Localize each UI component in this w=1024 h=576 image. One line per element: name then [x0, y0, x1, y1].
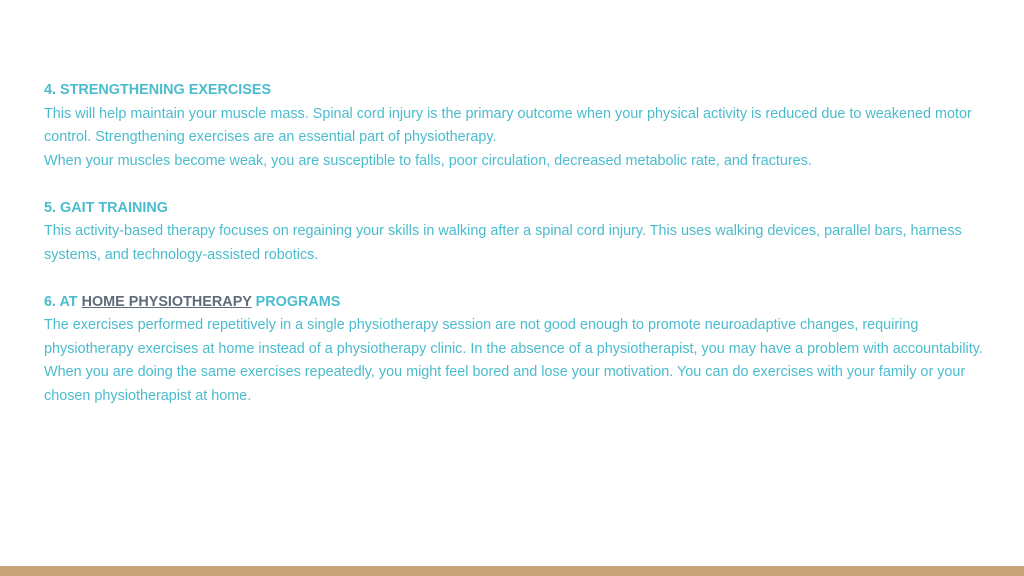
heading-prefix: 6. AT — [44, 293, 82, 310]
section-strengthening-exercises — [44, 79, 989, 173]
section-paragraph: The exercises performed repetitively in a single physiotherapy session are not good enough to promote neuroadaptive changes, requiring physiotherapy exercises at home instead of a physiotherapy clinic. In the absence of a physiotherapist, you may have a problem with accountability. When you are doing the same exercises repeatedly, you might feel bored and lose your motivation. You can do exercises with your family or your chosen physiotherapist at home. — [44, 317, 983, 404]
home-physiotherapy-link[interactable]: HOME PHYSIOTHERAPY — [81, 293, 252, 310]
bottom-accent-bar — [0, 566, 1024, 576]
section-paragraph: This will help maintain your muscle mass. Spinal cord injury is the primary outcome when your physical activity is reduced due to weakened motor control. Strengthening exercises are an essential part of physiotherapy. — [44, 105, 972, 145]
section-heading: 4. STRENGTHENING EXERCISES — [44, 82, 272, 98]
section-paragraph: When your muscles become weak, you are susceptible to falls, poor circulation, decreased metabolic rate, and fractures. — [44, 152, 812, 169]
slide-content — [44, 79, 989, 432]
section-paragraph: This activity-based therapy focuses on regaining your skills in walking after a spinal cord injury. This uses walking devices, parallel bars, harness systems, and technology-assisted robotics. — [44, 223, 962, 263]
section-heading: 5. GAIT TRAINING — [44, 199, 168, 216]
section-gait-training — [44, 197, 989, 268]
heading-suffix: PROGRAMS — [251, 293, 341, 310]
section-home-physiotherapy — [44, 291, 989, 409]
section-heading — [44, 291, 989, 315]
